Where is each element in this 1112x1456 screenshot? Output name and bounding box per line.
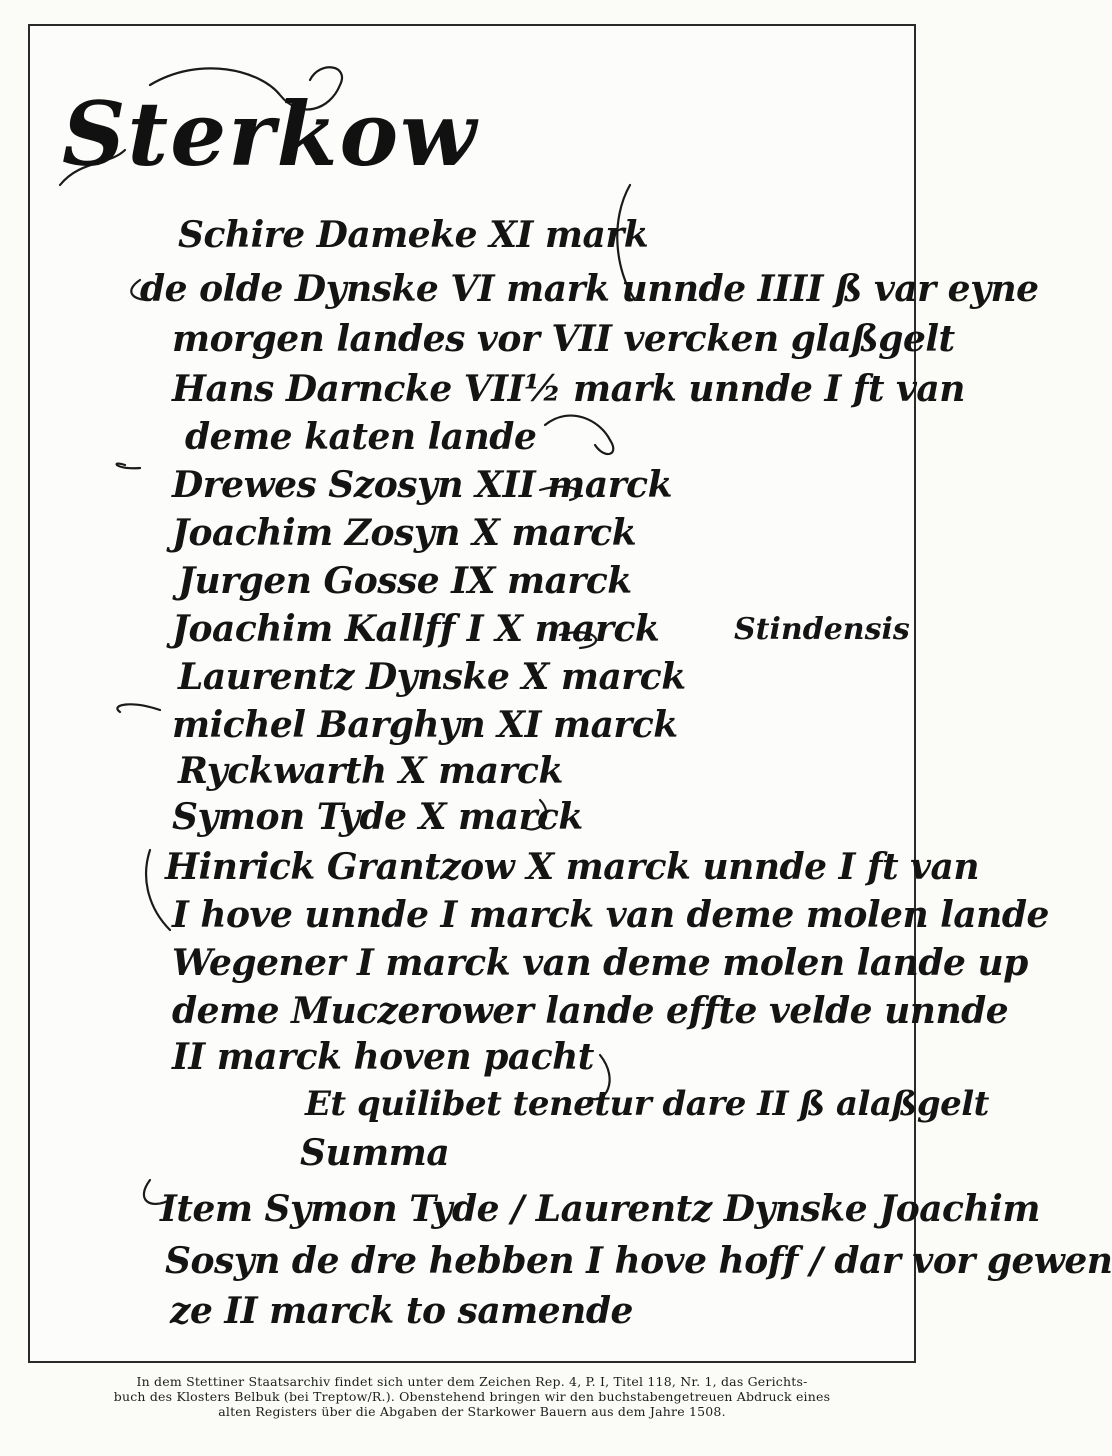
register-line: Wegener I marck van deme molen lande up	[172, 942, 1028, 984]
register-line: deme katen lande	[185, 416, 537, 458]
register-line: Et quilibet tenetur dare II ß alaßgelt	[305, 1084, 989, 1124]
register-line: I hove unnde I marck van deme molen lande	[172, 894, 1049, 936]
register-line: de olde Dynske VI mark unnde IIII ß var eyne	[140, 268, 1039, 310]
register-line: morgen landes vor VII vercken glaßgelt	[172, 318, 955, 360]
caption-line: alten Registers über die Abgaben der Starkower Bauern aus dem Jahre 1508.	[218, 1404, 726, 1419]
register-line: Laurentz Dynske X marck	[178, 656, 686, 698]
side-note: Stindensis	[734, 612, 910, 647]
register-line: Joachim Zosyn X marck	[172, 512, 637, 554]
register-line: Symon Tyde X marck	[172, 796, 583, 838]
register-line: michel Barghyn XI marck	[172, 704, 678, 746]
document-title: Sterkow	[62, 82, 478, 186]
register-line: Item Symon Tyde / Laurentz Dynske Joachim	[160, 1188, 1040, 1230]
register-line: ze II marck to samende	[170, 1290, 633, 1332]
register-line: Summa	[300, 1132, 450, 1174]
caption	[30, 1374, 914, 1419]
register-line: Schire Dameke XI mark	[178, 214, 649, 256]
register-line: Hinrick Grantzow X marck unnde I ft van	[165, 846, 980, 888]
register-line: Hans Darncke VII½ mark unnde I ft van	[172, 368, 965, 410]
register-line: Drewes Szosyn XII marck	[172, 464, 673, 506]
register-line: Jurgen Gosse IX marck	[178, 560, 632, 602]
register-line: Ryckwarth X marck	[178, 750, 563, 792]
register-line: II marck hoven pacht	[172, 1036, 594, 1078]
register-line: Sosyn de dre hebben I hove hoff / dar vor gewen	[165, 1240, 1112, 1282]
caption-line: In dem Stettiner Staatsarchiv findet sich unter dem Zeichen Rep. 4, P. I, Titel 118, Nr. 1, das Gerichts-	[136, 1374, 808, 1389]
register-line: deme Muczerower lande effte velde unnde	[172, 990, 1009, 1032]
caption-line: buch des Klosters Belbuk (bei Treptow/R.). Obenstehend bringen wir den buchstabengetreuen Abdruck eines	[113, 1389, 831, 1404]
register-line: Joachim Kallff I X marck	[172, 608, 660, 650]
